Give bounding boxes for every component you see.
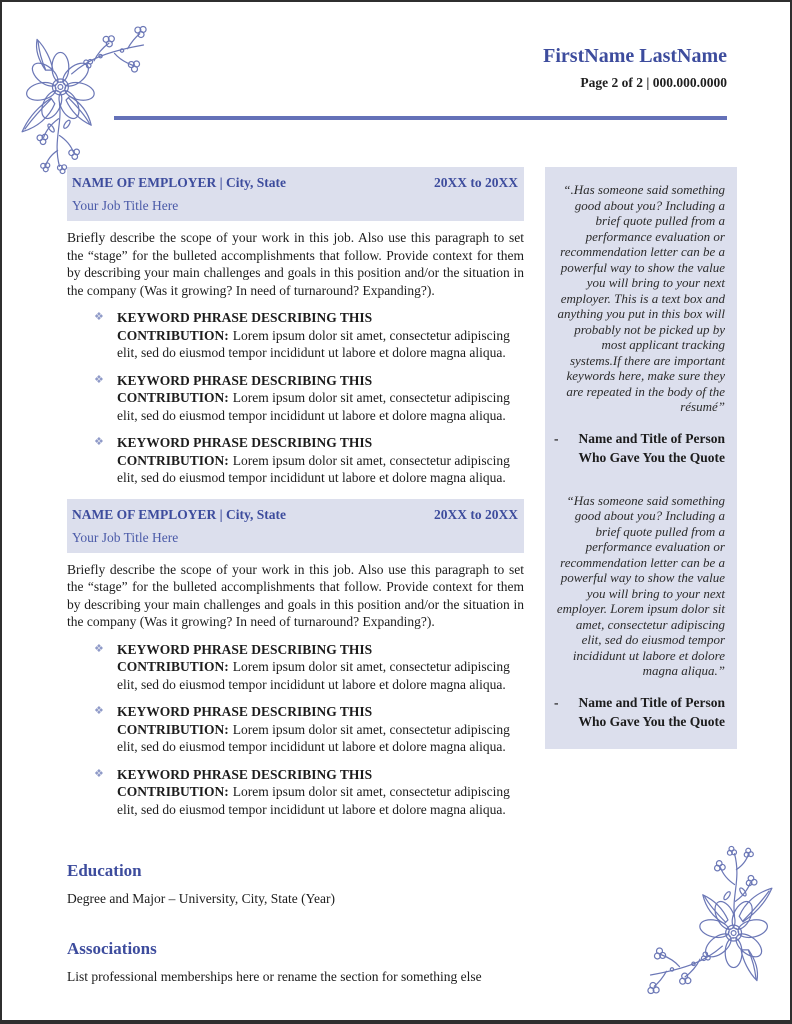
diamond-bullet-icon: ❖ (94, 436, 104, 448)
accomplishment-bullet (94, 766, 524, 819)
attribution-name: Name and Title of Person Who Gave You the Quote (578, 430, 725, 465)
header-divider-rule (114, 116, 727, 120)
diamond-bullet-icon: ❖ (94, 642, 104, 655)
employer-name: NAME OF EMPLOYER | City, State (72, 175, 286, 190)
bullet-keyword: KEYWORD PHRASE DESCRIBING THIS CONTRIBUTION: (117, 435, 373, 468)
bullet-keyword: KEYWORD PHRASE DESCRIBING THIS CONTRIBUTION: (117, 641, 373, 674)
bullet-text (117, 703, 524, 756)
employment-dates: 20XX to 20XX (434, 506, 518, 522)
job-block-2 (67, 499, 524, 819)
job-block-1 (67, 167, 524, 487)
accomplishment-bullet (94, 309, 524, 362)
employer-header-row (72, 174, 518, 191)
diamond-bullet-icon: ❖ (94, 767, 104, 780)
bullet-body: Lorem ipsum dolor sit amet, consectetur adipiscing elit, sed do eiusmod tempor incididunt ut labore et dolore magna aliqua. (117, 327, 510, 360)
accomplishment-bullet (94, 434, 524, 487)
employer-header-row (72, 506, 518, 523)
bullet-body: Lorem ipsum dolor sit amet, consectetur adipiscing elit, sed do eiusmod tempor incididunt ut labore et dolore magna aliqua. (117, 721, 510, 754)
bullet-text (117, 434, 524, 487)
bullet-keyword: KEYWORD PHRASE DESCRIBING THIS CONTRIBUTION: (117, 372, 373, 405)
attribution-dash: - (554, 694, 559, 710)
employer-header-bar (67, 499, 524, 553)
attribution-name: Name and Title of Person Who Gave You the Quote (578, 694, 725, 729)
person-name: FirstName LastName (543, 45, 727, 67)
bullet-keyword: KEYWORD PHRASE DESCRIBING THIS CONTRIBUTION: (117, 766, 373, 799)
bullet-body: Lorem ipsum dolor sit amet, consectetur adipiscing elit, sed do eiusmod tempor incididunt ut labore et dolore magna aliqua. (117, 659, 510, 692)
quote-attribution (554, 693, 725, 731)
associations-entry: List professional memberships here or rename the section for something else (67, 969, 482, 984)
accomplishment-list (67, 641, 524, 819)
quote-attribution (554, 429, 725, 467)
page-number-and-phone: Page 2 of 2 | 000.000.0000 (580, 75, 727, 90)
job-summary: Briefly describe the scope of your work in this job. Also use this paragraph to set the “stage” for the bulleted accomplishments that follow. Provide context for them by describing your main challenges and goals in this position and/or the situation in the company (Was it growing? In need of turnaround? Expanding?). (67, 561, 524, 629)
quote-text: “.Has someone said something good about you? Including a brief quote pulled from a performance evaluation or recommendation letter can be a powerful way to show the value you will bring to your next employer. This is a text box and anything you put in this box will probably not be picked up by most applicant tracking systems.If there are important keywords here, make sure they are repeated in the body of the résumé” (557, 182, 725, 414)
bullet-body: Lorem ipsum dolor sit amet, consectetur adipiscing elit, sed do eiusmod tempor incididunt ut labore et dolore magna aliqua. (117, 784, 510, 817)
section-heading-associations: Associations (67, 939, 157, 958)
bullet-text (117, 372, 524, 425)
employer-header-bar (67, 167, 524, 221)
bullet-keyword: KEYWORD PHRASE DESCRIBING THIS CONTRIBUTION: (117, 310, 373, 343)
section-heading-education: Education (67, 861, 142, 880)
employment-dates: 20XX to 20XX (434, 175, 518, 190)
quote-text: “Has someone said something good about you? Including a brief quote pulled from a performance evaluation or recommendation letter can be a powerful way to show the value you will bring to your next employer. Lorem ipsum dolor sit amet, consectetur adipiscing elit, sed do eiusmod tempor incididunt ut labore et dolore magna aliqua.” (556, 492, 725, 678)
attribution-dash: - (554, 430, 559, 446)
employer-name: NAME OF EMPLOYER | City, State (72, 506, 286, 522)
content-columns (67, 167, 790, 818)
accomplishment-list (67, 309, 524, 487)
diamond-bullet-icon: ❖ (94, 311, 104, 323)
associations-section (67, 938, 725, 985)
bullet-text (117, 641, 524, 694)
bullet-keyword: KEYWORD PHRASE DESCRIBING THIS CONTRIBUTION: (117, 704, 373, 737)
bullet-text (117, 766, 524, 819)
quote-block-1 (554, 182, 725, 467)
diamond-bullet-icon: ❖ (94, 373, 104, 386)
page-header (2, 2, 790, 91)
education-entry: Degree and Major – University, City, State (Year) (67, 891, 335, 906)
job-title: Your Job Title Here (72, 198, 179, 213)
accomplishment-bullet (94, 641, 524, 694)
accomplishment-bullet (94, 703, 524, 756)
experience-column (67, 167, 524, 818)
bullet-text (117, 309, 524, 362)
bullet-body: Lorem ipsum dolor sit amet, consectetur adipiscing elit, sed do eiusmod tempor incididunt ut labore et dolore magna aliqua. (117, 452, 510, 485)
education-section (67, 860, 725, 907)
bottom-sections (67, 860, 725, 985)
job-title: Your Job Title Here (72, 529, 179, 545)
diamond-bullet-icon: ❖ (94, 705, 104, 717)
job-summary: Briefly describe the scope of your work in this job. Also use this paragraph to set the “stage” for the bulleted accomplishments that follow. Provide context for them by describing your main challenges and goals in this position and/or the situation in the company (Was it growing? In need of turnaround? Expanding?). (67, 230, 524, 298)
accomplishment-bullet (94, 372, 524, 425)
bullet-body: Lorem ipsum dolor sit amet, consectetur adipiscing elit, sed do eiusmod tempor incididunt ut labore et dolore magna aliqua. (117, 390, 510, 423)
quotes-sidebar (545, 167, 737, 749)
quote-block-2 (554, 493, 725, 731)
